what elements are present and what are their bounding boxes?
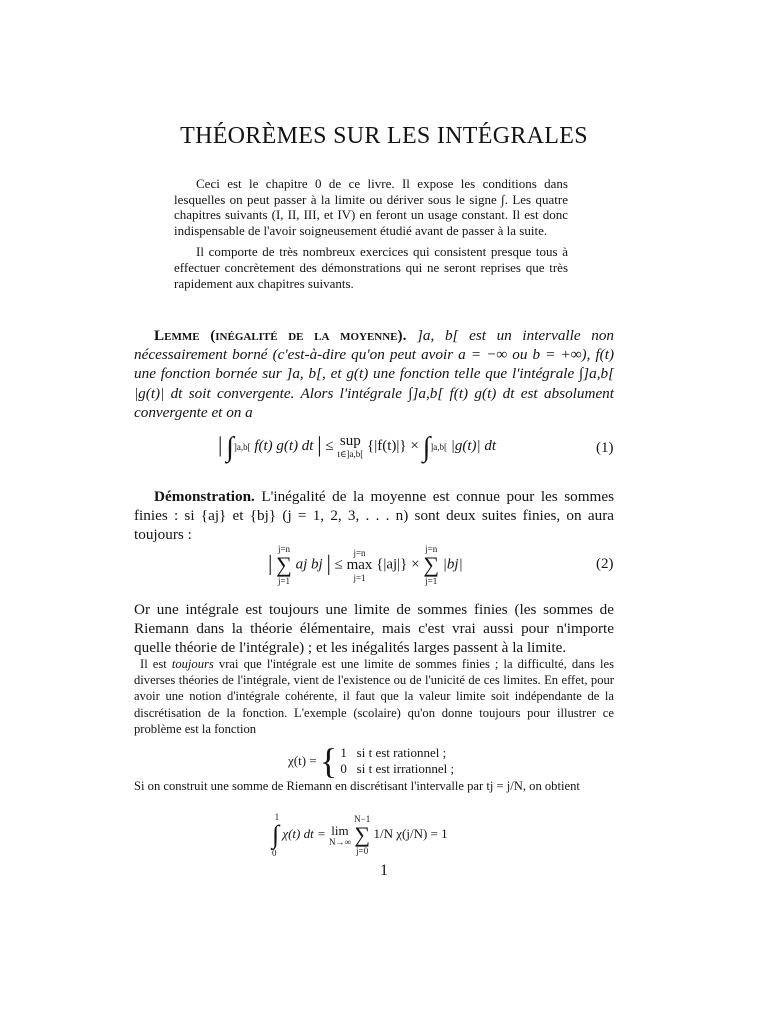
- chi-definition: χ(t) = { 1 si t est rationnel ; 0 si t est irrationnel ;: [288, 741, 455, 781]
- remark-emphasis: toujours: [171, 657, 214, 671]
- remark-paragraph-2: Si on construit une somme de Riemann en discrétisant l'intervalle par tj = j/N, on obtient: [134, 779, 580, 793]
- riemann-paragraph: Or une intégrale est toujours une limite de sommes finies (les sommes de Riemann dans la théorie élémentaire, mais c'est vrai aussi pour n'importe quelle théorie de l'intégrale) ; et les inégalités larges passent à la limite.: [134, 601, 614, 657]
- lemma-heading: Lemme (inégalité de la moyenne).: [154, 327, 407, 344]
- equation-3: 1 ∫ 0 χ(t) dt = lim N→∞ N−1 ∑ j=0 1/N χ(j/N) = 1: [272, 812, 448, 858]
- lemma-block: [134, 326, 614, 422]
- eq2-lhs-term: aj bj: [295, 556, 323, 573]
- eq1-sup-operator: sup t∈]a,b[: [337, 433, 364, 460]
- equation-1-number: (1): [596, 440, 614, 456]
- abstract: [174, 176, 568, 291]
- proof-heading: Démonstration.: [154, 488, 255, 505]
- proof-block: [134, 487, 614, 545]
- equation-2: | j=n ∑ j=1 aj bj | ≤ j=n max j=1 {|aj|} × j=n ∑ j=1 |bj|: [268, 544, 463, 586]
- proof-body: L'inégalité de la moyenne est connue pour les sommes finies : si {aj} et {bj} (j = 1, 2, 3, . . . n) sont deux suites finies, on aura toujours :: [134, 488, 614, 544]
- eq2-sum: j=n ∑ j=1: [276, 544, 292, 586]
- equation-1: | ∫]a,b[ f(t) g(t) dt | ≤ sup t∈]a,b[ {|f(t)|} × ∫]a,b[ |g(t)| dt: [218, 432, 497, 463]
- eq2-rhs-sum: j=n ∑ j=1: [423, 544, 440, 586]
- eq3-sum: N−1 ∑ j=0: [354, 814, 371, 856]
- page-number: 1: [380, 862, 388, 879]
- eq2-max-operator: j=n max j=1: [346, 547, 373, 583]
- remark-paragraph-1: Il est toujours vrai que l'intégrale est une limite de sommes finies ; la difficulté, dans les diverses théories de l'intégrale, vient de l'existence ou de l'unicité de ces limites. En effet, pour avoir une notion d'intégrale cohérente, il faut que la valeur limite soit indépendante de la discrétisation de la fonction. L'exemple (scolaire) qu'on donne toujours pour illustrer ce problème est la fonction: [134, 657, 614, 736]
- eq1-rhs-integrand: |g(t)| dt: [450, 438, 497, 454]
- lemma-statement: ]a, b[ est un intervalle non nécessairement borné (c'est-à-dire qu'on peut avoir a = −∞ ou b = +∞), f(t) une fonction bornée sur ]a, b[, et g(t) une fonction telle que l'intégrale ∫]a,b[ |g(t)| dt soit convergente. Alors l'intégrale ∫]a,b[ f(t) g(t) dt est absolument convergente et on a: [134, 327, 615, 421]
- page-title: THÉORÈMES SUR LES INTÉGRALES: [180, 123, 588, 149]
- eq1-sup-argument: {|f(t)|}: [367, 438, 407, 454]
- eq1-lhs-integrand: f(t) g(t) dt: [254, 438, 314, 454]
- equation-2-number: (2): [596, 556, 614, 572]
- abstract-paragraph-2: Il comporte de très nombreux exercices qui consistent presque tous à effectuer concrètement des démonstrations qui ne seront reprises que très rapidement aux chapitres suivants.: [174, 244, 568, 291]
- eq3-integral: 1 ∫ 0: [272, 812, 280, 858]
- eq2-max-argument: {|aj|}: [376, 556, 408, 573]
- eq3-limit: lim N→∞: [329, 822, 351, 847]
- abstract-paragraph-1: Ceci est le chapitre 0 de ce livre. Il expose les conditions dans lesquelles on peut passer à la limite ou dériver sous le signe ∫. Les quatre chapitres suivants (I, II, III, et IV) en feront un usage constant. Il est donc indispensable de l'avoir soigneusement étudié avant de passer à la suite.: [174, 176, 568, 238]
- eq2-rhs-term: |bj|: [442, 556, 463, 573]
